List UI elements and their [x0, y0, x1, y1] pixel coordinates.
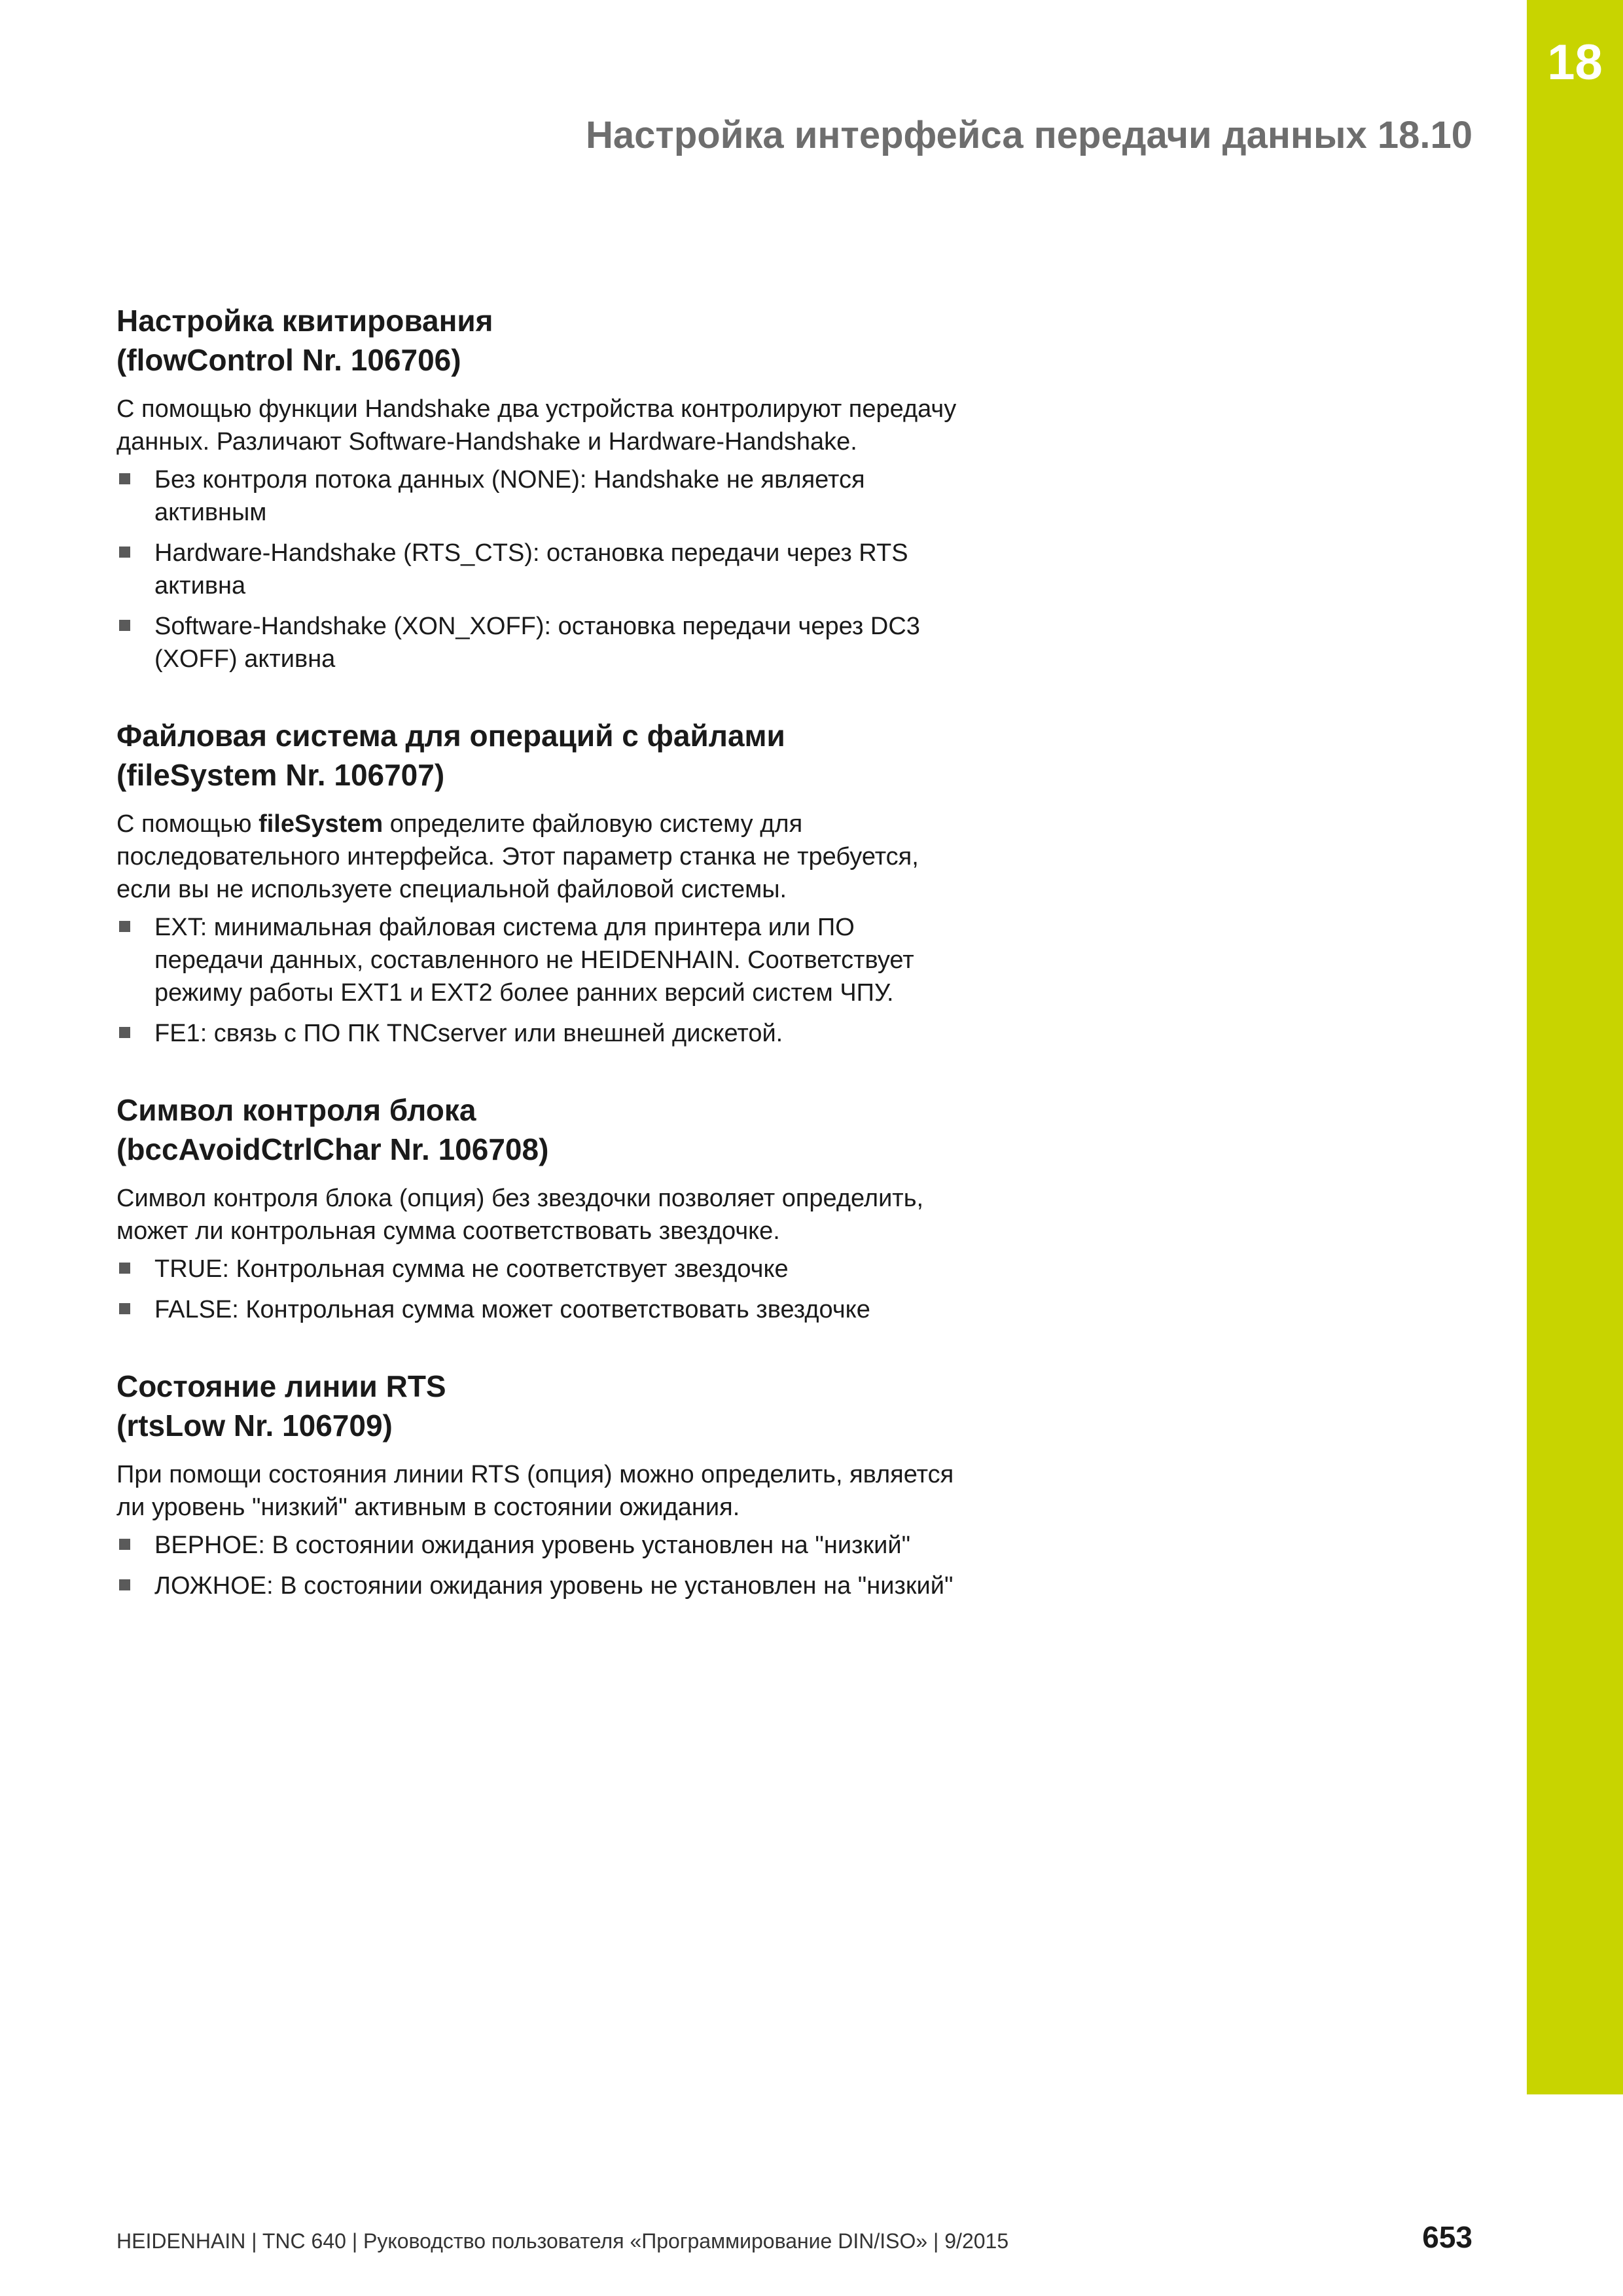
bullet-list — [116, 1529, 967, 1602]
list-item — [116, 1570, 967, 1602]
list-item-text: Без контроля потока данных (NONE): Handshake не является активным — [154, 466, 865, 526]
list-item-text: FE1: связь с ПО ПК TNCserver или внешней дискетой. — [154, 1020, 783, 1047]
section-title-line: Файловая система для операций с файлами — [116, 719, 785, 753]
bullet-square-icon — [119, 1027, 130, 1038]
section-rts-low — [116, 1367, 967, 1602]
list-item-text: EXT: минимальная файловая система для принтера или ПО передачи данных, составленного не HEIDENHAIN. Соответствует режиму работы EXT1 и EXT2 более ранних версий систем ЧПУ. — [154, 914, 914, 1007]
list-item-text: Hardware-Handshake (RTS_CTS): остановка передачи через RTS активна — [154, 539, 908, 600]
page-header-title: Настройка интерфейса передачи данных 18.10 — [586, 114, 1472, 156]
section-title-line: Состояние линии RTS — [116, 1369, 446, 1403]
bullet-square-icon — [119, 1303, 130, 1314]
section-intro — [116, 1458, 967, 1524]
list-item — [116, 1293, 967, 1326]
intro-keyword: fileSystem — [259, 810, 383, 838]
bullet-square-icon — [119, 620, 130, 631]
list-item-text: ЛОЖНОЕ: В состоянии ожидания уровень не установлен на "низкий" — [154, 1572, 954, 1600]
bullet-square-icon — [119, 473, 130, 484]
section-intro — [116, 808, 967, 906]
list-item — [116, 610, 967, 675]
bullet-square-icon — [119, 921, 130, 932]
section-title-param: (flowControl Nr. 106706) — [116, 343, 461, 377]
page-number: 653 — [1422, 2220, 1472, 2254]
intro-text-continued: определите файловую систему для последовательного интерфейса. Этот параметр станка не требуется, если вы не используете специальной файловой системы. — [116, 810, 919, 903]
bullet-list — [116, 911, 967, 1050]
list-item — [116, 1253, 967, 1285]
section-title-param: (fileSystem Nr. 106707) — [116, 758, 445, 792]
chapter-tab — [1527, 0, 1623, 2094]
section-flow-control — [116, 301, 967, 675]
section-title — [116, 301, 967, 380]
section-intro — [116, 1182, 967, 1247]
page-content — [116, 301, 967, 1643]
bullet-list — [116, 1253, 967, 1326]
page-footer: HEIDENHAIN | TNC 640 | Руководство пользователя «Программирование DIN/ISO» | 9/2015 — [116, 2229, 1009, 2253]
intro-text: Символ контроля блока (опция) без звездочки позволяет определить, может ли контрольная сумма соответствовать звездочке. — [116, 1185, 924, 1245]
bullet-square-icon — [119, 1579, 130, 1590]
section-title-line: Символ контроля блока — [116, 1093, 476, 1127]
list-item-text: FALSE: Контрольная сумма может соответствовать звездочке — [154, 1296, 870, 1323]
list-item-text: ВЕРНОЕ: В состоянии ожидания уровень установлен на "низкий" — [154, 1532, 911, 1559]
intro-text: При помощи состояния линии RTS (опция) можно определить, является ли уровень "низкий" активным в состоянии ожидания. — [116, 1461, 954, 1521]
section-intro — [116, 393, 967, 458]
section-title — [116, 1367, 967, 1445]
bullet-square-icon — [119, 1539, 130, 1550]
section-title — [116, 1090, 967, 1169]
list-item-text: Software-Handshake (XON_XOFF): остановка передачи через DC3 (XOFF) активна — [154, 613, 920, 673]
intro-text: С помощью функции Handshake два устройства контролируют передачу данных. Различают Software-Handshake и Hardware-Handshake. — [116, 395, 957, 456]
list-item — [116, 537, 967, 602]
bullet-square-icon — [119, 547, 130, 558]
bullet-square-icon — [119, 1263, 130, 1274]
section-title-param: (rtsLow Nr. 106709) — [116, 1408, 393, 1443]
section-title-param: (bccAvoidCtrlChar Nr. 106708) — [116, 1132, 549, 1166]
section-bcc-avoid-ctrl-char — [116, 1090, 967, 1326]
section-file-system — [116, 716, 967, 1050]
intro-text: С помощью — [116, 810, 259, 838]
list-item — [116, 1529, 967, 1562]
chapter-number: 18 — [1547, 35, 1603, 90]
list-item — [116, 463, 967, 529]
bullet-list — [116, 463, 967, 675]
list-item-text: TRUE: Контрольная сумма не соответствует звездочке — [154, 1255, 789, 1283]
section-title — [116, 716, 967, 795]
list-item — [116, 1017, 967, 1050]
list-item — [116, 911, 967, 1009]
section-title-line: Настройка квитирования — [116, 304, 493, 338]
